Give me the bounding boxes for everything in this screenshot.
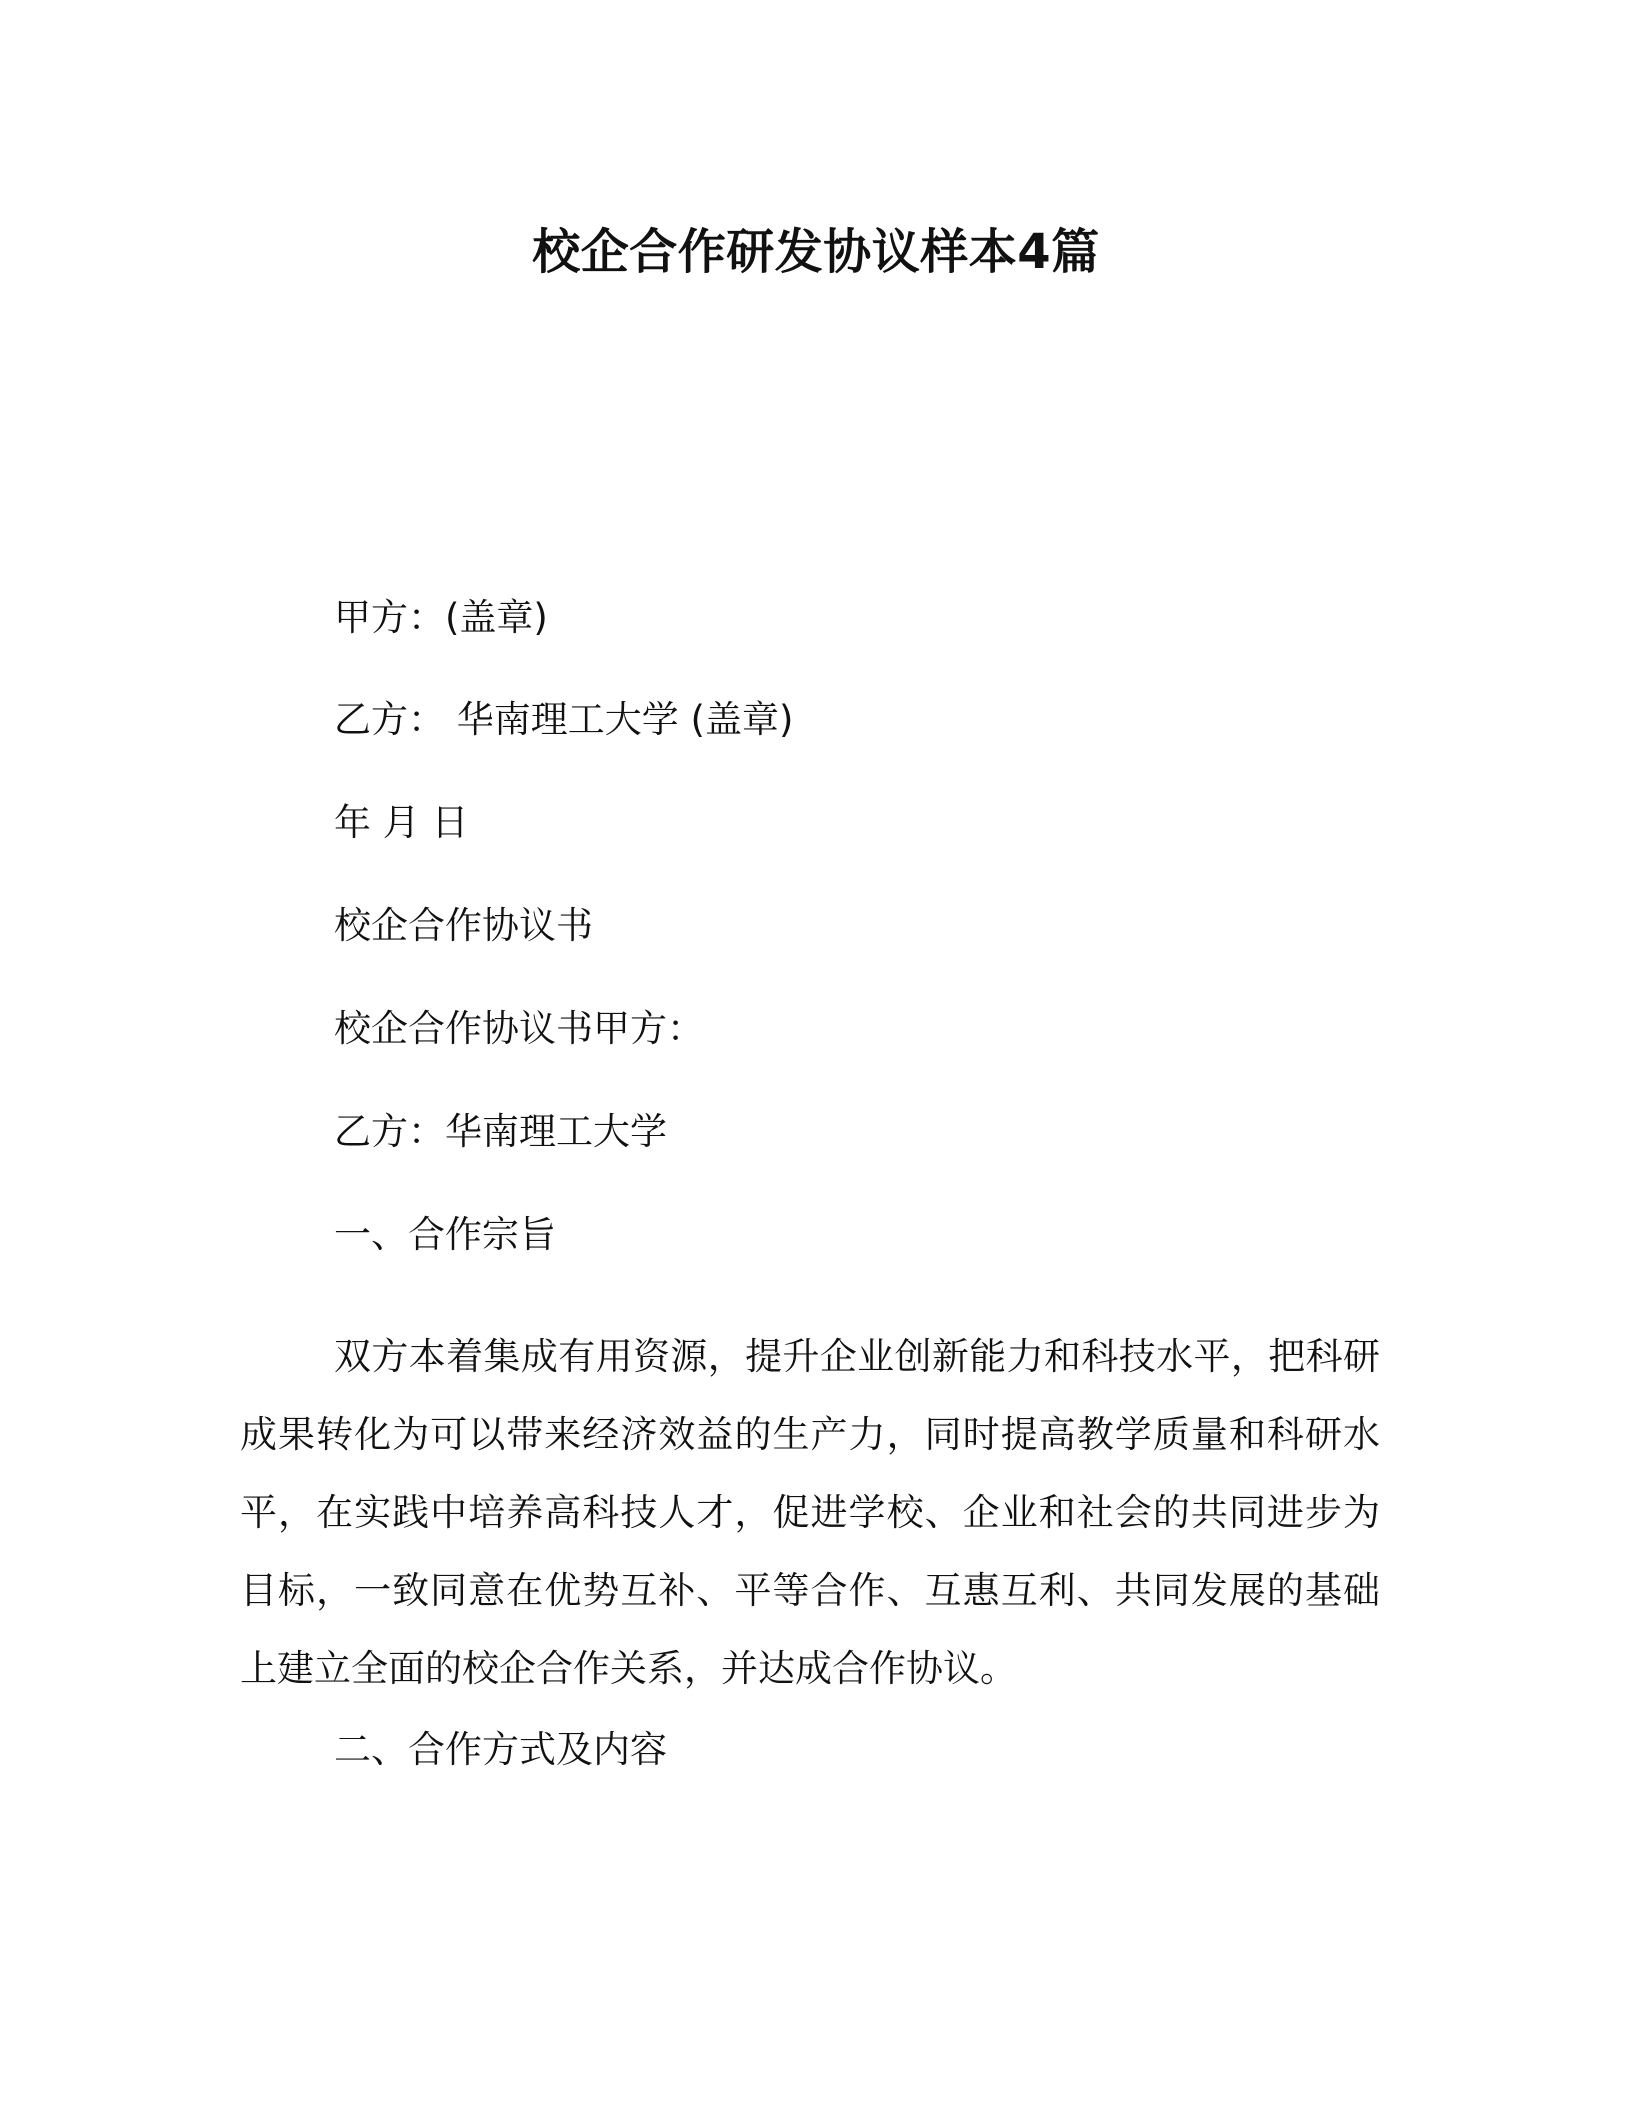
agreement-party-b: 乙方：华南理工大学 bbox=[334, 1110, 667, 1153]
party-b-line: 乙方： 华南理工大学 (盖章) bbox=[334, 698, 794, 741]
party-a-line: 甲方：(盖章) bbox=[334, 596, 548, 639]
section-heading-2: 二、合作方式及内容 bbox=[334, 1728, 667, 1771]
section-heading-1: 一、合作宗旨 bbox=[334, 1213, 556, 1256]
agreement-heading: 校企合作协议书 bbox=[334, 904, 593, 947]
purpose-paragraph: 双方本着集成有用资源，提升企业创新能力和科技水平，把科研成果转化为可以带来经济效益的生产力，同时提高教学质量和科研水平，在实践中培养高科技人才，促进学校、企业和社会的共同进步为目标，一致同意在优势互补、平等合作、互惠互利、共同发展的基础上建立全面的校企合作关系，并达成合作协议。 bbox=[240, 1335, 1380, 1690]
date-line: 年 月 日 bbox=[334, 801, 469, 844]
agreement-party-a: 校企合作协议书甲方： bbox=[334, 1007, 704, 1050]
document-title: 校企合作研发协议样本4篇 bbox=[532, 224, 1100, 280]
